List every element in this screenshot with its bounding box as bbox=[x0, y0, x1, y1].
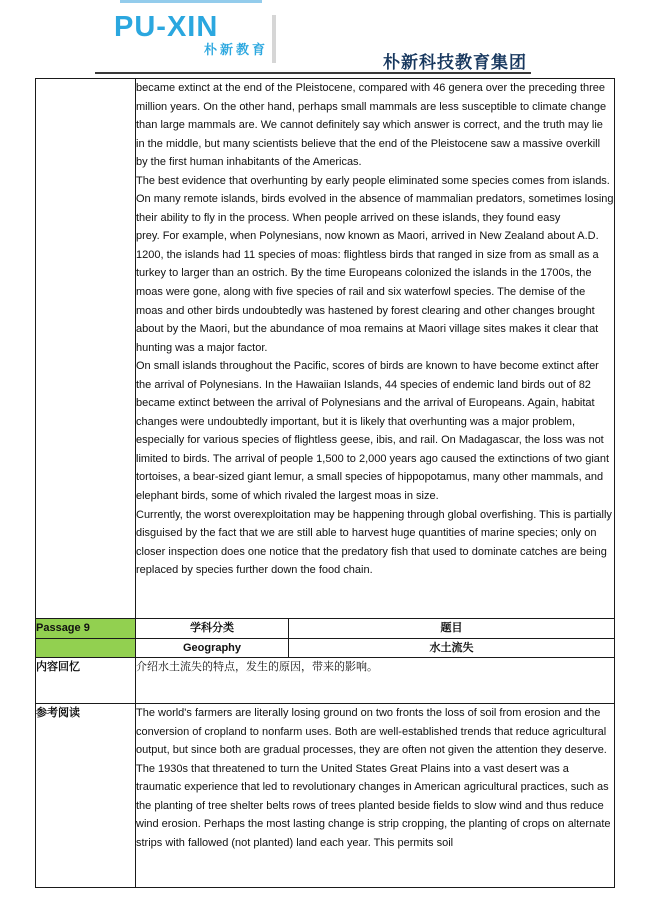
company-title: 朴新科技教育集团 bbox=[383, 53, 527, 72]
table-row bbox=[36, 704, 615, 888]
reference-paragraph: The world's farmers are literally losing ground on two fronts the loss of soil from erosion and the conversion of cropland to nonfarm uses. Both are well-established trends that reduce agricultural output, but since both are gradual processes, they are often not given the attention they deserve. bbox=[136, 707, 607, 757]
reference-paragraph: The 1930s that threatened to turn the United States Great Plains into a vast desert was a traumatic experience that led to revolutionary changes in American agricultural practices, such as the planting of tree shelter belts rows of trees planted beside fields to slow wind and thus reduce wind erosion. Perhaps the most lasting change is strip cropping, the planting of crops on alternate strips with fallowed (not planted) land each year. This permits soil bbox=[136, 762, 611, 849]
empty-left-cell bbox=[36, 79, 136, 619]
logo-vertical-divider bbox=[272, 15, 276, 63]
reference-label-cell: 参考阅读 bbox=[36, 704, 136, 888]
passage-table bbox=[35, 78, 615, 888]
passage-paragraph: On small islands throughout the Pacific, scores of birds are known to have become extinct after the arrival of Polynesians. In the Hawaiian Islands, 44 species of endemic land birds out of 82 became extinct between the arrival of Polynesians and the arrival of Europeans. Again, habitat changes were undoubtedly important, but it is likely that overhunting was a major problem, especially for various species of flightless geese, ibis, and rail. On Madagascar, the loss was not limited to birds. The arrival of people 1,500 to 2,000 years ago caused the extinctions of two giant tortoises, a bear-sized giant lemur, a small species of hippopotamus, many other mammals, and elephant birds, some of which rivaled the largest moas in size. bbox=[136, 360, 610, 503]
passage-label-cell: Passage 9 bbox=[36, 619, 136, 639]
topic-header-cell: 题目 bbox=[289, 619, 615, 639]
passage-label-empty-cell bbox=[36, 638, 136, 658]
recall-text-cell bbox=[136, 658, 615, 704]
passage-paragraph: Currently, the worst overexploitation may be happening through global overfishing. This is partially disguised by the fact that we are still able to harvest huge quantities of marine species; only on closer inspection does one notice that the predatory fish that used to dominate catches are being replaced by species further down the food chain. bbox=[136, 508, 612, 577]
table-row bbox=[36, 79, 615, 619]
brand-logo-subtitle: 朴新教育 bbox=[203, 42, 268, 57]
table-row bbox=[36, 658, 615, 704]
passage-paragraph: prey. For example, when Polynesians, now known as Maori, arrived in New Zealand about A.D. 1200, the islands had 11 species of moas: flightless birds that ranged in size from as small as a turkey to larger than an ostrich. By the time Europeans colonized the islands in the 1700s, the moas were gone, along with five species of rail and six waterfowl species. The demise of the moas and other birds undoubtedly was hastened by forest clearing and other changes brought about by the Maori, but the abundance of moa remains at Maori village sites makes it clear that hunting was a major factor. bbox=[136, 230, 599, 354]
subject-header-cell: 学科分类 bbox=[136, 619, 289, 639]
brand-logo bbox=[114, 11, 268, 58]
brand-logo-text: PU-XIN bbox=[114, 11, 219, 43]
passage-paragraph: The best evidence that overhunting by early people eliminated some species comes from islands. On many remote islands, birds evolved in the absence of mammalian predators, sometimes losing their ability to fly in the process. When people arrived on these islands, they found easy bbox=[136, 174, 614, 224]
passage-text-cell bbox=[136, 79, 615, 619]
topic-value-cell: 水土流失 bbox=[289, 638, 615, 658]
header-horizontal-rule bbox=[95, 72, 531, 74]
top-edge-remnant-bar bbox=[120, 0, 262, 3]
table-row bbox=[36, 619, 615, 639]
recall-label-cell: 内容回忆 bbox=[36, 658, 136, 704]
reference-text-cell bbox=[136, 704, 615, 888]
subject-value-cell: Geography bbox=[136, 638, 289, 658]
recall-text: 介绍水土流失的特点，发生的原因，带来的影响。 bbox=[136, 661, 378, 674]
passage-paragraph: became extinct at the end of the Pleistocene, compared with 46 genera over the preceding three million years. On the other hand, perhaps small mammals are less susceptible to climate change than large mammals are. We cannot definitely say which answer is correct, and the truth may lie in the middle, but many scientists believe that the end of the Pleistocene saw a massive overkill by the first human inhabitants of the Americas. bbox=[136, 82, 607, 169]
table-row bbox=[36, 638, 615, 658]
